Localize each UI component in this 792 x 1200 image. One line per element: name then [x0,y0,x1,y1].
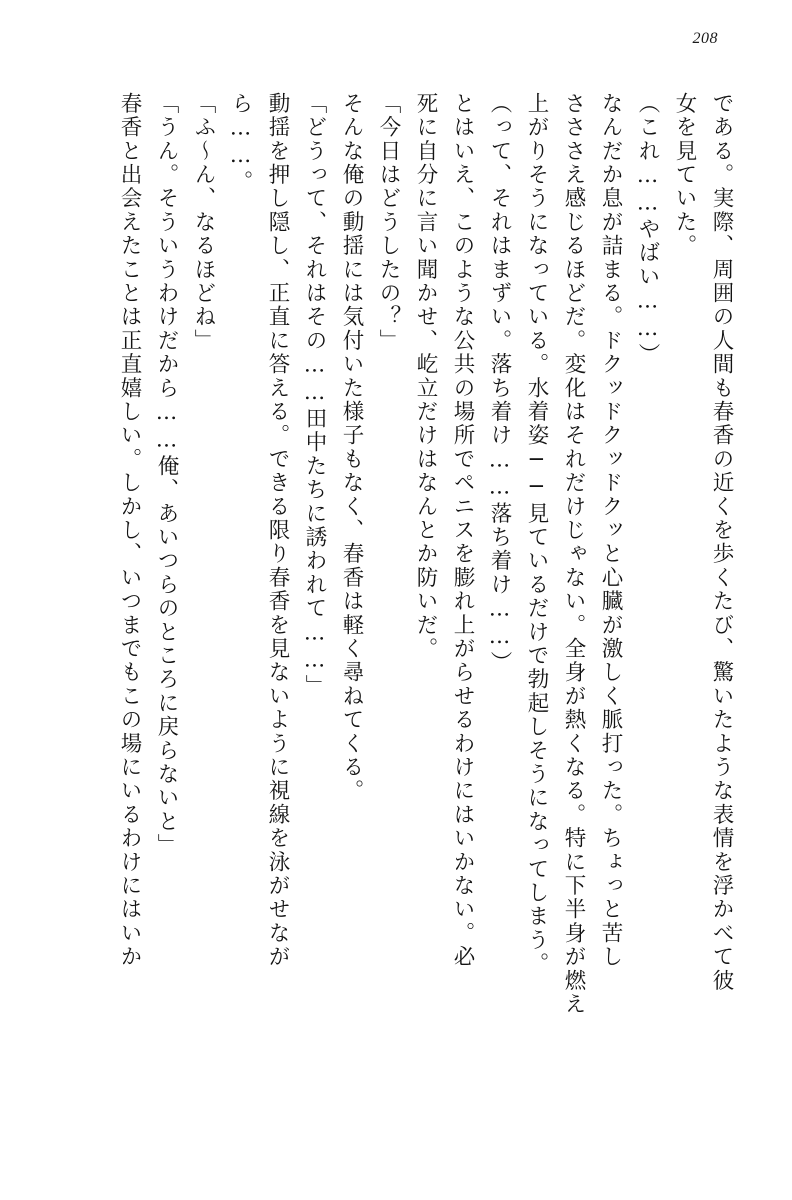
vertical-text-block [72,92,732,1152]
text-line: である。実際、周囲の人間も春香の近くを歩くたび、驚いたような表情を浮かべて彼 [709,92,734,993]
text-line: 「どうって、それはその……田中たちに誘われて……」 [302,92,327,699]
text-line: 「ふ～ん、なるほどね」 [191,92,216,353]
text-line: 「今日はどうしたの？」 [376,92,401,353]
text-line: 「うん。そういうわけだから……俺、あいつらのところに戻らないと」 [154,92,179,858]
text-line: とはいえ、このような公共の場所でペニスを膨れ上がらせるわけにはいかない。必 [450,92,475,969]
text-line: 上がりそうになっている。水着姿──見ているだけで勃起しそうになってしまう。 [524,92,549,976]
page-number: 208 [692,30,718,47]
text-line: （って、それはまずい。落ち着け……落ち着け……） [487,92,512,675]
text-line: なんだか息が詰まる。ドクッドクッドクッと心臓が激しく脈打った。ちょっと苦し [598,92,623,969]
text-line: 動揺を押し隠し、正直に答える。できる限り春香を見ないように視線を泳がせなが [265,92,290,969]
text-line: 春香と出会えたことは正直嬉しい。しかし、いつまでもこの場にいるわけにはいか [117,92,142,969]
text-line: ら……。 [228,92,253,194]
text-line: （これ……やばい……） [635,92,660,367]
text-line: 女を見ていた。 [672,92,697,258]
text-line: 死に自分に言い聞かせ、屹立だけはなんとか防いだ。 [413,92,438,661]
text-line: さささえ感じるほどだ。変化はそれだけじゃない。全身が熱くなる。特に下半身が燃え [561,92,586,1017]
text-line: そんな俺の動揺には気付いた様子もなく、春香は軽く尋ねてくる。 [339,92,364,803]
